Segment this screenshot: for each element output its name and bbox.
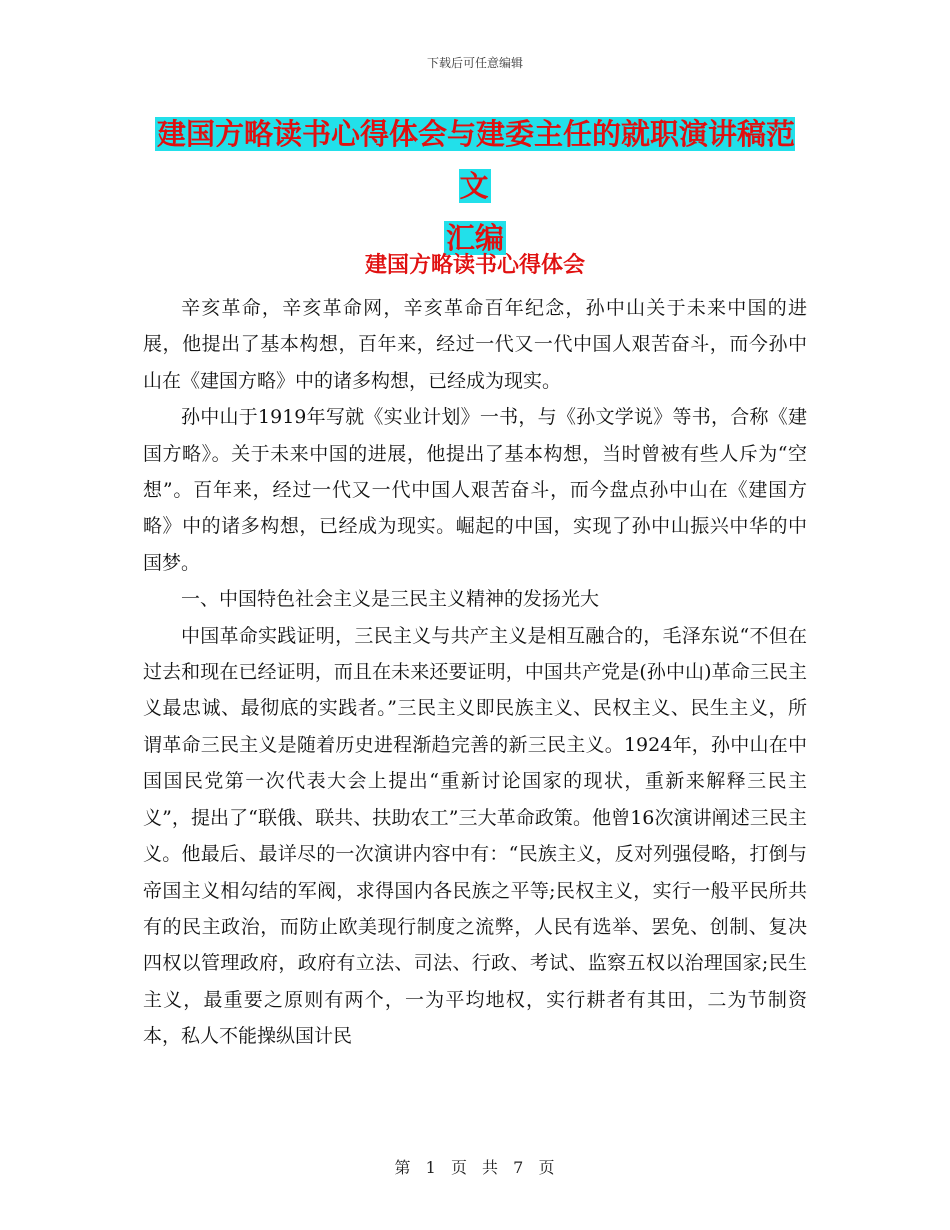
footer-page-unit: 页 <box>450 1158 468 1177</box>
footer-total-unit: 页 <box>538 1158 556 1177</box>
page-header-note: 下载后可任意编辑 <box>426 56 523 70</box>
document-title-line1: 建国方略读书心得体会与建委主任的就职演讲稿范文 <box>156 117 795 203</box>
footer-page-number: 1 <box>425 1158 437 1177</box>
paragraph-2: 孙中山于1919年写就《实业计划》一书，与《孙文学说》等书，合称《建国方略》。关于未来中国的进展，他提出了基本构想，当时曾被有些人斥为“空想”。百年来，经过一代又一代中国人艰苦奋斗，而今盘点孙中山在《建国方略》中的诸多构想，已经成为现实。崛起的中国，实现了孙中山振兴中华的中国梦。 <box>143 406 807 574</box>
page-footer <box>0 1155 950 1178</box>
document-body <box>143 290 807 1055</box>
footer-total-pages: 7 <box>513 1158 525 1177</box>
document-title-line2: 汇编 <box>445 221 504 255</box>
document-title <box>143 108 807 264</box>
footer-page-label: 第 <box>394 1158 412 1177</box>
footer-total-label: 共 <box>482 1158 500 1177</box>
section-title: 建国方略读书心得体会 <box>364 252 585 278</box>
paragraph-4: 中国革命实践证明，三民主义与共产主义是相互融合的，毛泽东说“不但在过去和现在已经证明，而且在未来还要证明，中国共产党是(孙中山)革命三民主义最忠诚、最彻底的实践者。”三民主义即民族主义、民权主义、民生主义，所谓革命三民主义是随着历史进程渐趋完善的新三民主义。1924年，孙中山在中国国民党第一次代表大会上提出“重新讨论国家的现状，重新来解释三民主义”，提出了“联俄、联共、扶助农工”三大革命政策。他曾16次演讲阐述三民主义。他最后、最详尽的一次演讲内容中有：“民族主义，反对列强侵略，打倒与帝国主义相勾结的军阀，求得国内各民族之平等;民权主义，实行一般平民所共有的民主政治，而防止欧美现行制度之流弊，人民有选举、罢免、创制、复决四权以管理政府，政府有立法、司法、行政、考试、监察五权以治理国家;民生主义，最重要之原则有两个，一为平均地权，实行耕者有其田，二为节制资本，私人不能操纵国计民 <box>143 624 807 1048</box>
paragraph-3-heading: 一、中国特色社会主义是三民主义精神的发扬光大 <box>181 588 600 611</box>
paragraph-1: 辛亥革命，辛亥革命网，辛亥革命百年纪念，孙中山关于未来中国的进展，他提出了基本构想，百年来，经过一代又一代中国人艰苦奋斗，而今孙中山在《建国方略》中的诸多构想，已经成为现实。 <box>143 297 807 392</box>
